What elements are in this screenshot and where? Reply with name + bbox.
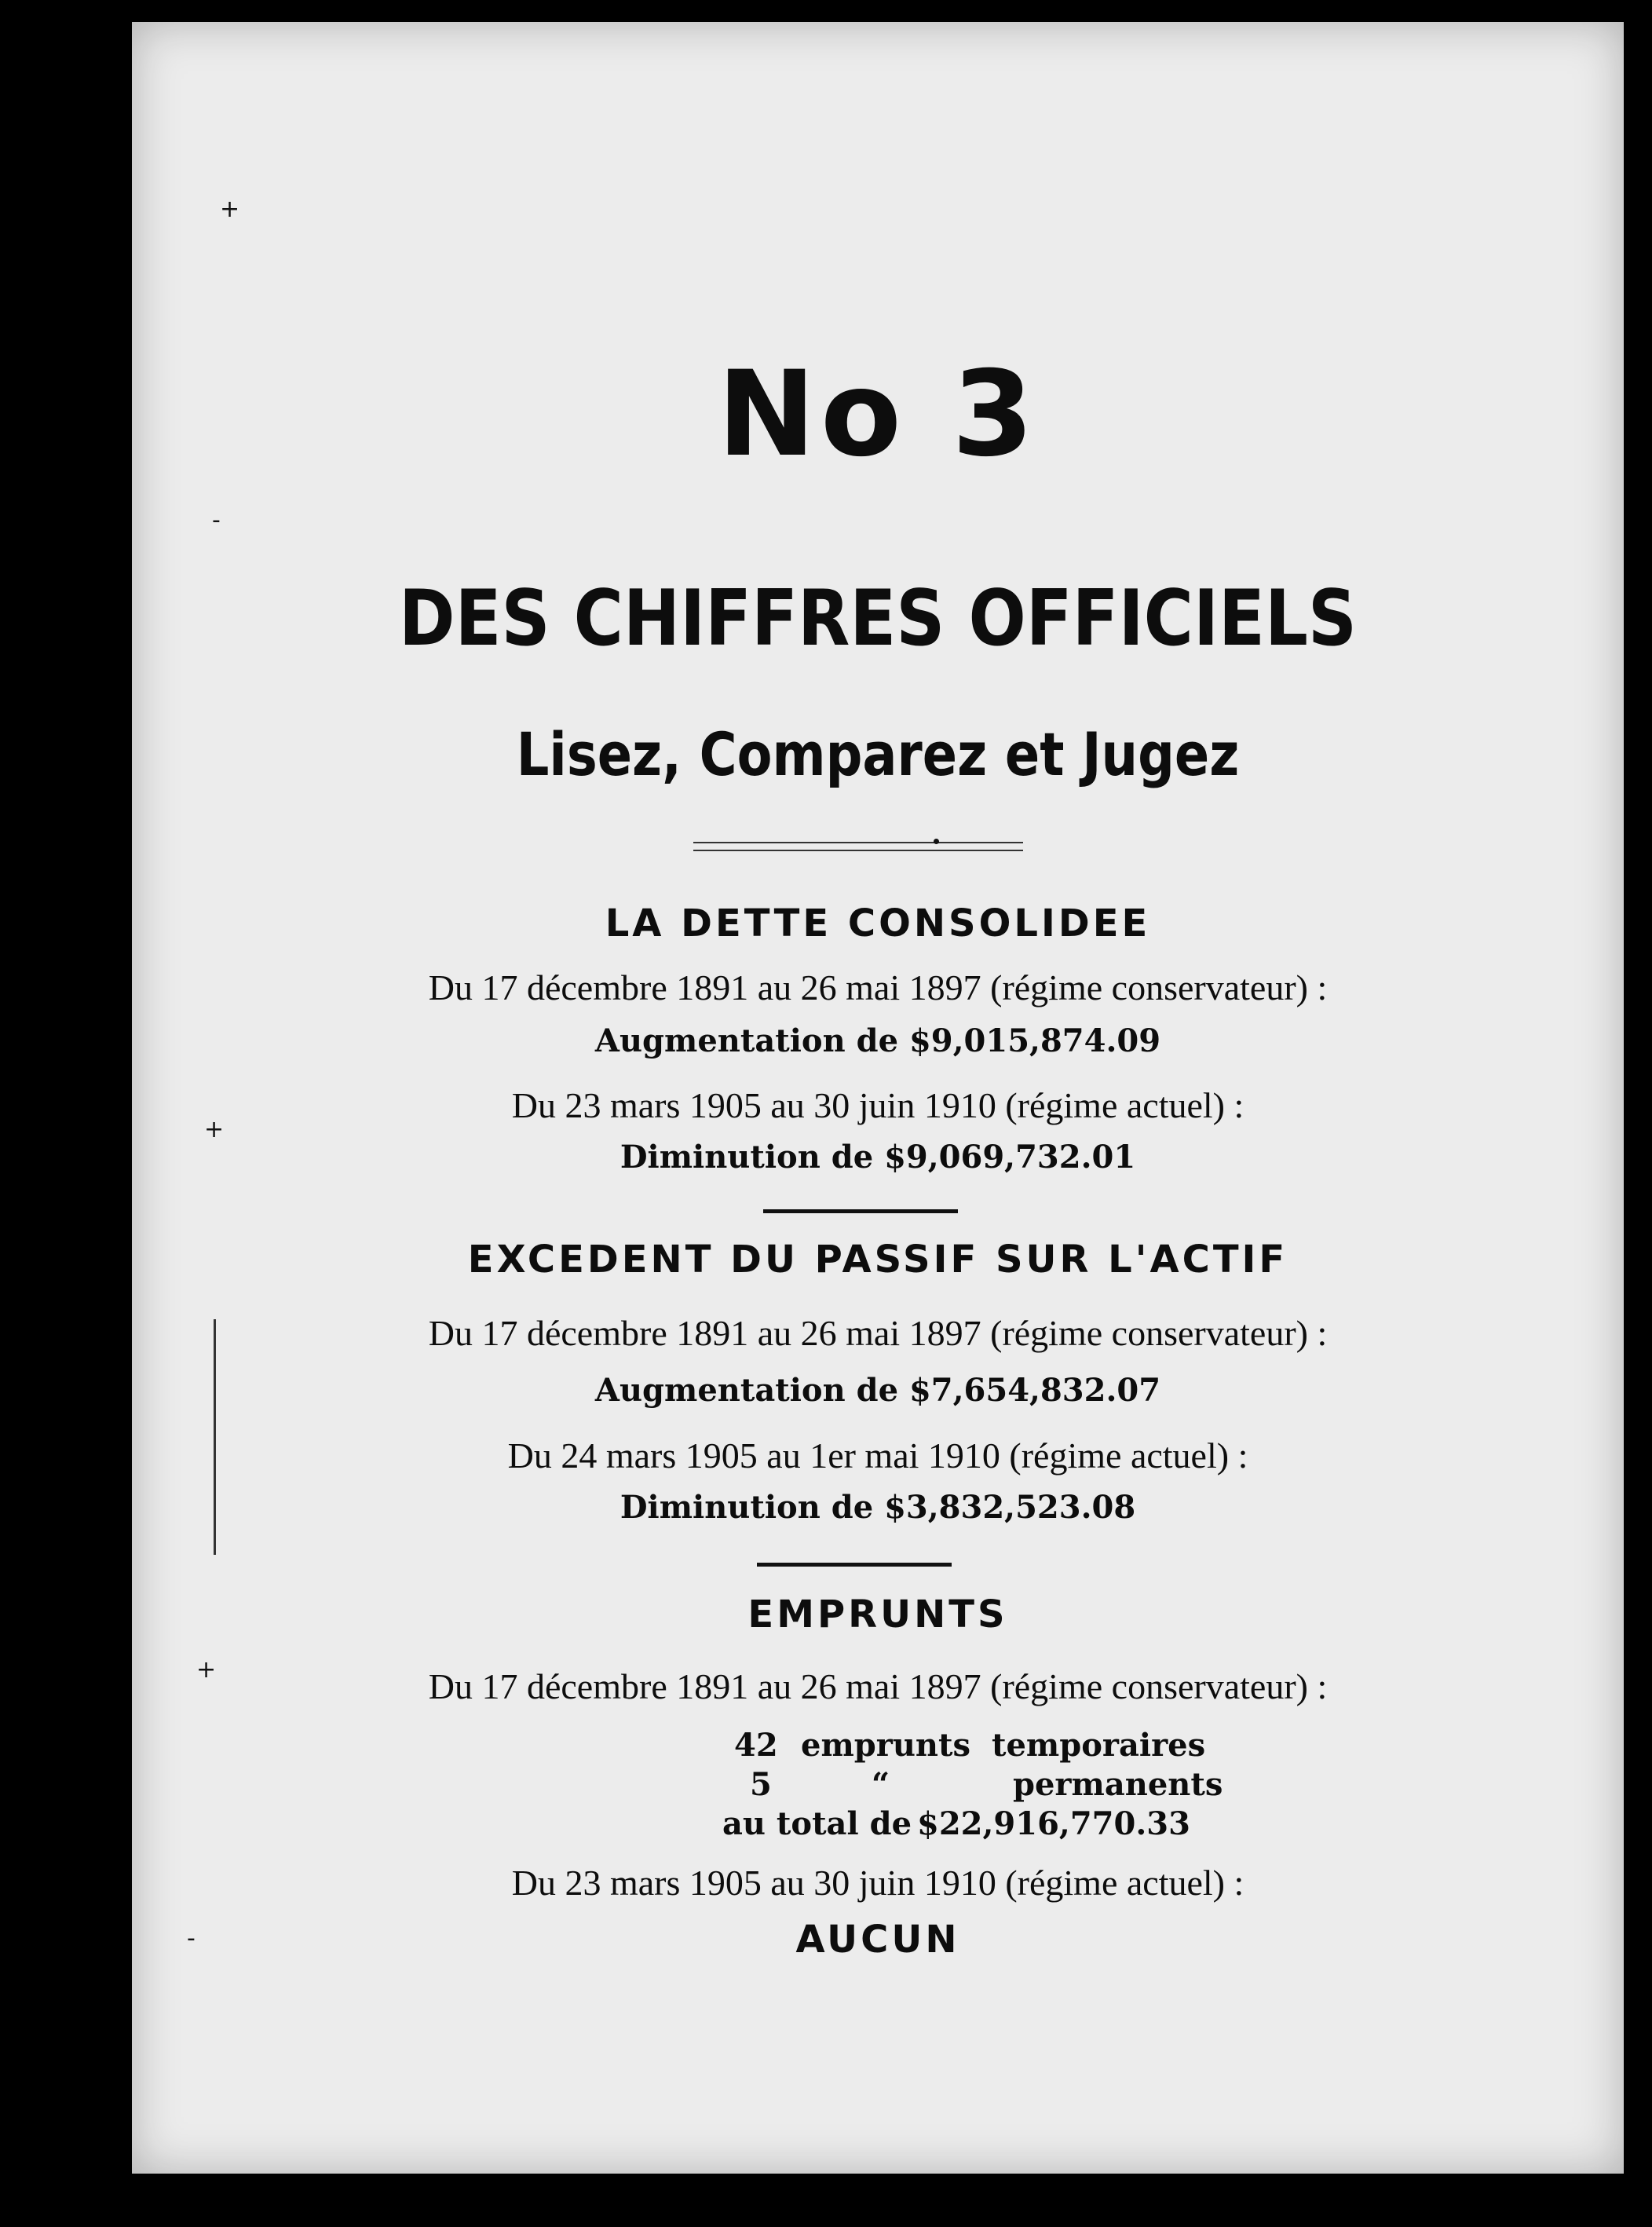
margin-mark: + — [196, 1656, 217, 1684]
aucun-text: AUCUN — [795, 1918, 960, 1962]
decorative-divider — [693, 839, 1023, 858]
figure-text: Augmentation de $7,654,832.07 — [594, 1372, 1161, 1409]
period-text: Du 23 mars 1905 au 30 juin 1910 (régime actuel) : — [511, 1863, 1244, 1903]
emprunts-list — [715, 1726, 1225, 1844]
section-heading-dette: LA DETTE CONSOLIDEE — [605, 901, 1151, 945]
margin-mark: - — [187, 1925, 196, 1952]
document-number: No 3 — [717, 346, 1039, 483]
period-text: Du 24 mars 1905 au 1er mai 1910 (régime actuel) : — [507, 1435, 1248, 1476]
figure-text: Diminution de $9,069,732.01 — [620, 1139, 1136, 1176]
document-subtitle: Lisez, Comparez et Jugez — [516, 719, 1240, 789]
figure-text: Augmentation de $9,015,874.09 — [594, 1022, 1161, 1059]
section-heading-emprunts: EMPRUNTS — [747, 1593, 1008, 1636]
emprunts-row-temporaires — [715, 1726, 1225, 1765]
margin-mark: + — [220, 196, 240, 223]
emprunts-count: 42 — [734, 1727, 778, 1764]
period-text: Du 17 décembre 1891 au 26 mai 1897 (régime conservateur) : — [428, 1313, 1328, 1353]
section-rule — [757, 1563, 952, 1567]
emprunts-count: 5 — [750, 1766, 772, 1803]
emprunts-row-total — [715, 1805, 1225, 1844]
total-prefix: au total de — [722, 1805, 912, 1842]
period-text: Du 17 décembre 1891 au 26 mai 1897 (régime conservateur) : — [428, 1666, 1328, 1706]
document-title: DES CHIFFRES OFFICIELS — [398, 574, 1358, 664]
emprunts-qualifier: permanents — [1013, 1766, 1223, 1803]
figure-text: Diminution de $3,832,523.08 — [620, 1489, 1136, 1526]
margin-mark: + — [204, 1116, 225, 1143]
section-heading-excedent: EXCEDENT DU PASSIF SUR L'ACTIF — [467, 1238, 1288, 1282]
margin-mark: - — [212, 506, 221, 534]
emprunts-label: emprunts — [801, 1727, 970, 1764]
document-content — [132, 22, 1624, 2174]
emprunts-row-permanents — [715, 1765, 1225, 1805]
ditto-mark: “ — [872, 1766, 890, 1803]
emprunts-qualifier: temporaires — [992, 1727, 1206, 1764]
section-rule — [763, 1209, 958, 1213]
total-amount: $22,916,770.33 — [917, 1805, 1190, 1842]
period-text: Du 23 mars 1905 au 30 juin 1910 (régime actuel) : — [511, 1085, 1244, 1125]
period-text: Du 17 décembre 1891 au 26 mai 1897 (régime conservateur) : — [428, 967, 1328, 1007]
